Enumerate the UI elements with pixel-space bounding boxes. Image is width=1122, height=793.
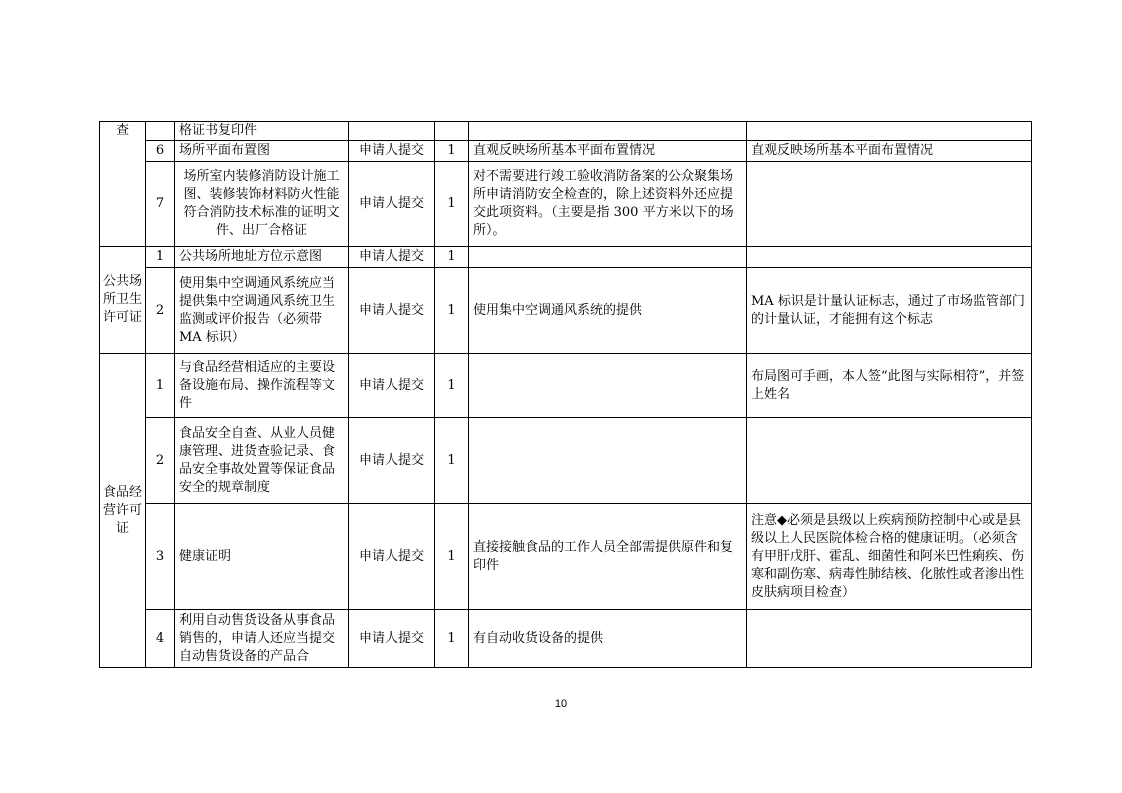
table-row [100, 354, 1032, 418]
requirement-text: 有自动收货设备的提供 [469, 610, 747, 668]
requirement-text: 使用集中空调通风系统的提供 [469, 268, 747, 354]
remark-text [747, 162, 1032, 247]
materials-table [99, 121, 1032, 668]
copies-count: 1 [435, 162, 469, 247]
copies-count: 1 [435, 141, 469, 162]
remark-text [747, 418, 1032, 504]
category-cell-inspection: 查 [100, 122, 146, 247]
submission-source: 申请人提交 [349, 141, 435, 162]
requirement-text [469, 122, 747, 141]
copies-count: 1 [435, 504, 469, 610]
row-number: 7 [146, 162, 175, 247]
submission-source: 申请人提交 [349, 268, 435, 354]
copies-count: 1 [435, 268, 469, 354]
requirement-text: 对不需要进行竣工验收消防备案的公众聚集场所申请消防安全检查的，除上述资料外还应提交此项资料。（主要是指 300 平方米以下的场所）。 [469, 162, 747, 247]
material-name: 公共场所地址方位示意图 [175, 247, 349, 268]
remark-text [747, 122, 1032, 141]
table-row [100, 504, 1032, 610]
remark-text [747, 247, 1032, 268]
requirement-text [469, 418, 747, 504]
table-row [100, 122, 1032, 141]
copies-count: 1 [435, 354, 469, 418]
submission-source [349, 122, 435, 141]
submission-source: 申请人提交 [349, 247, 435, 268]
row-number: 4 [146, 610, 175, 668]
submission-source: 申请人提交 [349, 610, 435, 668]
material-name: 使用集中空调通风系统应当提供集中空调通风系统卫生监测或评价报告（必须带 MA 标识） [175, 268, 349, 354]
row-number: 3 [146, 504, 175, 610]
table-row [100, 141, 1032, 162]
copies-count: 1 [435, 610, 469, 668]
row-number: 6 [146, 141, 175, 162]
row-number: 1 [146, 247, 175, 268]
table-row [100, 418, 1032, 504]
table-row [100, 162, 1032, 247]
row-number: 1 [146, 354, 175, 418]
row-number [146, 122, 175, 141]
requirement-text [469, 247, 747, 268]
row-number: 2 [146, 418, 175, 504]
copies-count [435, 122, 469, 141]
copies-count: 1 [435, 247, 469, 268]
material-name: 健康证明 [175, 504, 349, 610]
category-cell-food: 食品经营许可证 [100, 354, 146, 668]
material-name: 场所室内装修消防设计施工图、装修装饰材料防火性能符合消防技术标准的证明文件、出厂合格证 [175, 162, 349, 247]
row-number: 2 [146, 268, 175, 354]
material-name: 食品安全自查、从业人员健康管理、进货查验记录、食品安全事故处置等保证食品安全的规章制度 [175, 418, 349, 504]
table-row [100, 610, 1032, 668]
submission-source: 申请人提交 [349, 418, 435, 504]
page-number: 10 [554, 698, 568, 710]
copies-count: 1 [435, 418, 469, 504]
material-name: 格证书复印件 [175, 122, 349, 141]
table-row [100, 268, 1032, 354]
remark-text: 直观反映场所基本平面布置情况 [747, 141, 1032, 162]
table-row [100, 247, 1032, 268]
category-cell-hygiene: 公共场所卫生许可证 [100, 247, 146, 354]
material-name: 与食品经营相适应的主要设备设施布局、操作流程等文件 [175, 354, 349, 418]
remark-text [747, 610, 1032, 668]
material-name: 场所平面布置图 [175, 141, 349, 162]
remark-text: MA 标识是计量认证标志，通过了市场监管部门的计量认证，才能拥有这个标志 [747, 268, 1032, 354]
submission-source: 申请人提交 [349, 162, 435, 247]
material-name: 利用自动售货设备从事食品销售的，申请人还应当提交自动售货设备的产品合 [175, 610, 349, 668]
requirement-text: 直接接触食品的工作人员全部需提供原件和复印件 [469, 504, 747, 610]
submission-source: 申请人提交 [349, 504, 435, 610]
requirement-text: 直观反映场所基本平面布置情况 [469, 141, 747, 162]
requirement-text [469, 354, 747, 418]
submission-source: 申请人提交 [349, 354, 435, 418]
remark-text: 注意◆必须是县级以上疾病预防控制中心或是县级以上人民医院体检合格的健康证明。（必须含有甲肝戊肝、霍乱、细菌性和阿米巴性痢疾、伤寒和副伤寒、病毒性肺结核、化脓性或者渗出性皮肤病项目检查） [747, 504, 1032, 610]
remark-text: 布局图可手画，本人签“此图与实际相符”，并签上姓名 [747, 354, 1032, 418]
